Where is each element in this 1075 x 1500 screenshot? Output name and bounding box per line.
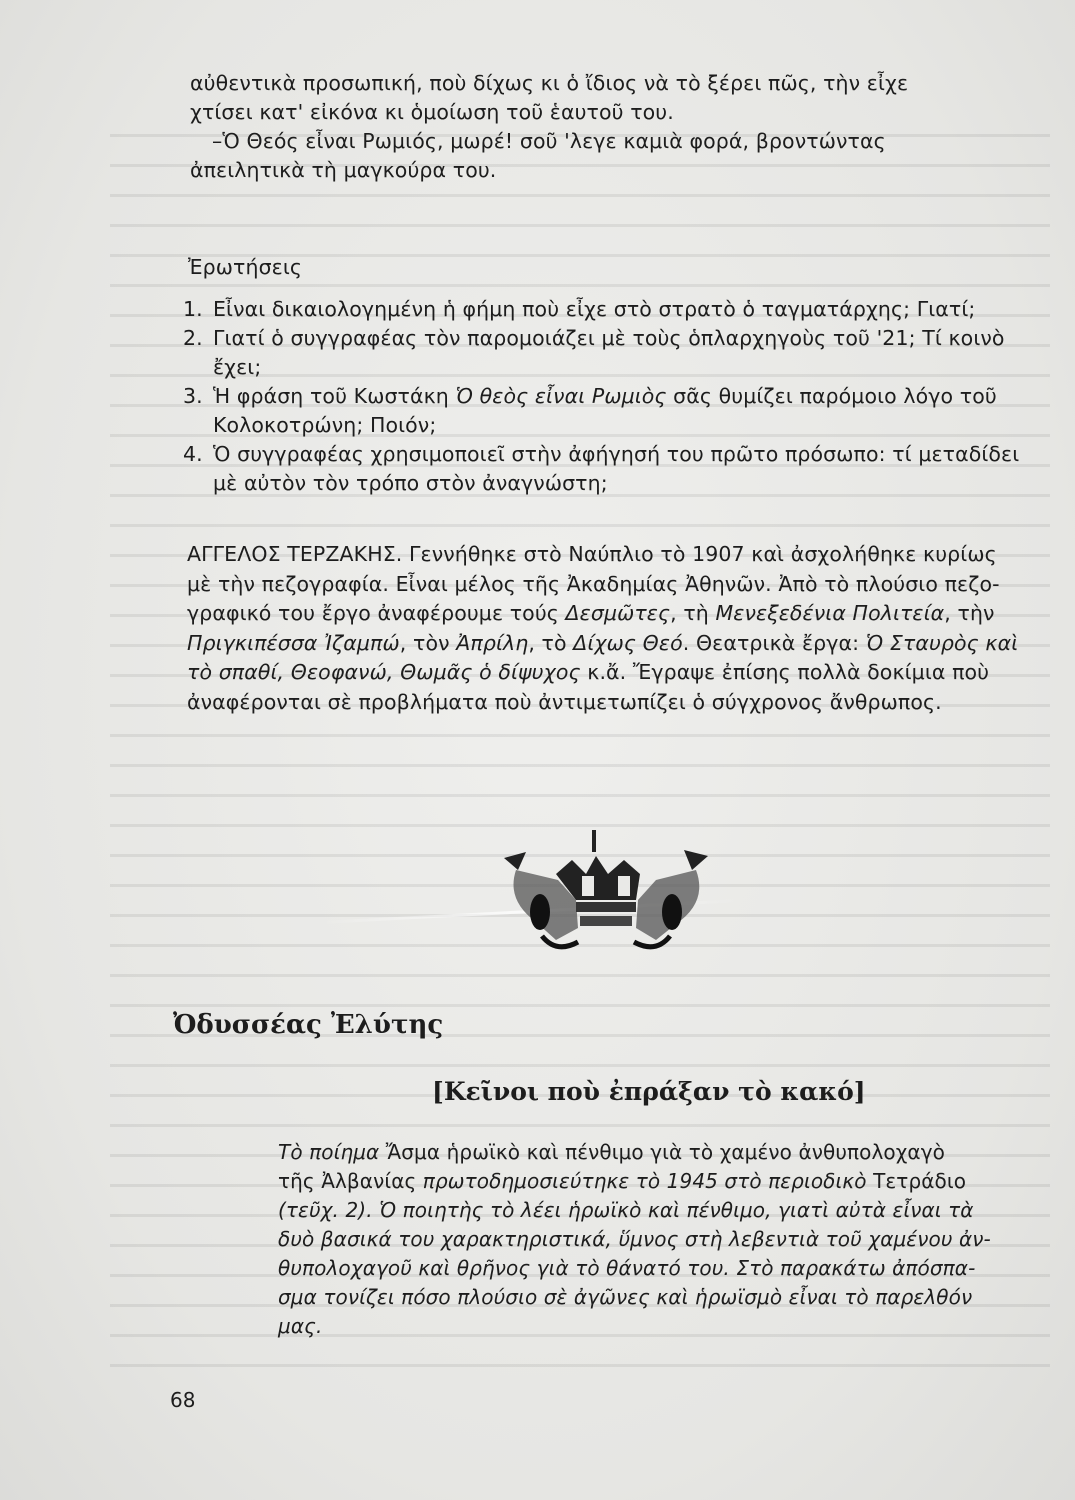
work-title: Δεσμῶτες [565,601,671,625]
bio-text: . Θεατρικὰ ἔργα: [682,630,866,655]
question-item [183,324,1043,382]
work-title: Δίχως Θεό [573,630,683,655]
intro-line: μας. [278,1314,323,1338]
questions-list [183,295,1043,498]
bio-line: ΑΓΓΕΛΟΣ ΤΕΡΖΑΚΗΣ. Γεννήθηκε στὸ Ναύπλιο τὸ 1907 καὶ ἀσχολήθηκε κυρίως [187,542,997,566]
bio-line [187,629,1042,659]
question-quote: Ὁ θεὸς εἶναι Ρωμιὸς [455,384,667,408]
intro-line: σμα τονίζει πόσο πλούσιο σὲ ἀγῶνες καὶ ἡρωϊσμὸ εἶναι τὸ παρελθόν [278,1285,973,1309]
bio-text: , τὴν [944,601,995,625]
bio-text: , τὸ [528,630,574,655]
work-title: Ἀπρίλη [456,630,529,655]
intro-line [278,1138,1026,1167]
question-item [183,382,1043,440]
opening-paragraph [190,69,1040,185]
intro-line: θυπολοχαγοῦ καὶ θρῆνος γιὰ τὸ θάνατό του. Στὸ παρακάτω ἀπόσπα- [278,1256,976,1280]
question-text: Γιατί ὁ συγγραφέας τὸν παρομοιάζει μὲ τοὺς ὁπλαρχηγοὺς τοῦ '21; Τί κοινὸ [213,326,1005,350]
question-text: Εἶναι δικαιολογημένη ἡ φήμη ποὺ εἶχε στὸ στρατὸ ὁ ταγματάρχης; Γιατί; [213,297,976,321]
text-line: αὐθεντικὰ προσωπική, ποὺ δίχως κι ὁ ἴδιος νὰ τὸ ξέρει πῶς, τὴν εἶχε [190,71,909,95]
work-title: Πριγκιπέσσα Ἰζαμπώ [187,630,400,655]
page-number: 68 [170,1388,196,1412]
question-text [213,382,1043,411]
question-number: 1. [183,297,203,321]
bio-line: ἀναφέρονται σὲ προβλήματα ποὺ ἀντιμετωπίζει ὁ σύγχρονος ἄνθρωπος. [187,689,942,714]
question-item [183,440,1043,498]
author-name: Ὀδυσσέας Ἐλύτης [173,1010,444,1040]
bio-text: κ.ἄ. Ἔγραψε ἐπίσης πολλὰ δοκίμια ποὺ [580,660,990,684]
bio-text: , τὸν [399,630,457,655]
question-item [183,295,1043,324]
question-number: 4. [183,442,203,466]
intro-text: πρωτοδημοσιεύτηκε τὸ 1945 στὸ περιοδικὸ [416,1169,874,1193]
intro-text: Τὸ ποίημα [278,1140,386,1164]
intro-line: δυὸ βασικά του χαρακτηριστικά, ὕμνος στὴ λεβεντιὰ τοῦ χαμένου ἀν- [278,1227,991,1251]
intro-line: (τεῦχ. 2). Ὁ ποιητὴς τὸ λέει ἡρωϊκὸ καὶ πένθιμο, γιατὶ αὐτὰ εἶναι τὰ [278,1198,974,1222]
text-line: –Ὁ Θεός εἶναι Ρωμιός, μωρέ! σοῦ 'λεγε καμιὰ φορά, βροντώντας [212,129,886,153]
author-bio [187,540,1042,717]
question-text: Ὁ συγγραφέας χρησιμοποιεῖ στὴν ἀφήγησή του πρῶτο πρόσωπο: τί μεταδίδει [213,442,1020,466]
bio-line [187,599,1042,629]
bio-text: , τὴ [670,601,716,625]
questions-heading: Ἐρωτήσεις [188,255,303,279]
poem-introduction [278,1138,1026,1341]
bio-line: μὲ τὴν πεζογραφία. Εἶναι μέλος τῆς Ἀκαδημίας Ἀθηνῶν. Ἀπὸ τὸ πλούσιο πεζο- [187,571,1000,596]
poem-full-title: τῆς Ἀλβανίας [278,1169,417,1193]
question-number: 3. [183,384,203,408]
question-text: Κολοκοτρώνη; Ποιόν; [213,413,437,437]
question-text-part: σᾶς θυμίζει παρόμοιο λόγο τοῦ [666,384,997,408]
poem-full-title: Ἄσμα ἡρωϊκὸ καὶ πένθιμο γιὰ τὸ χαμένο ἀνθυπολοχαγὸ [385,1140,945,1164]
intro-line [278,1167,1026,1196]
question-text: ἔχει; [213,355,262,379]
question-text-part: Ἡ φράση τοῦ Κωστάκη [213,384,456,408]
question-number: 2. [183,326,203,350]
journal-title: Τετράδιο [873,1169,967,1193]
question-text: μὲ αὐτὸν τὸν τρόπο στὸν ἀναγνώστη; [213,471,608,495]
work-title: τὸ σπαθί, Θεοφανώ, Θωμᾶς ὁ δίψυχος [187,660,581,684]
poem-title: [Κεῖνοι ποὺ ἐπράξαν τὸ κακό] [432,1077,866,1106]
work-title: Μενεξεδένια Πολιτεία [715,601,945,625]
bio-line [187,658,1042,688]
text-line: ἀπειλητικὰ τὴ μαγκούρα του. [190,158,497,182]
work-title: Ὁ Σταυρὸς καὶ [865,630,1019,655]
bio-text: γραφικό του ἔργο ἀναφέρουμε τούς [187,601,566,625]
decorative-ornament-icon [496,830,716,960]
text-line: χτίσει κατ' εἰκόνα κι ὁμοίωση τοῦ ἑαυτοῦ του. [190,100,674,124]
